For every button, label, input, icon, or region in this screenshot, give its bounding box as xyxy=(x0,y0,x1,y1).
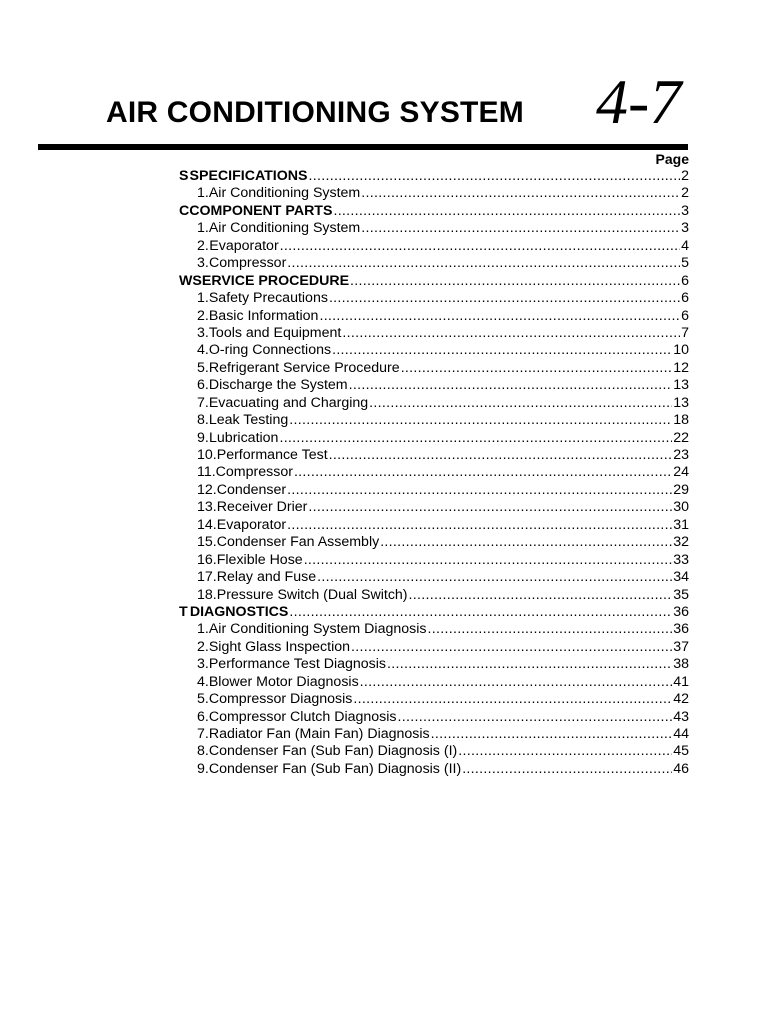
item-number: 2. xyxy=(197,237,209,254)
toc-item-entry[interactable] xyxy=(179,621,689,638)
page-number: 2 xyxy=(681,185,689,202)
toc-item-entry[interactable] xyxy=(179,395,689,412)
dot-leader xyxy=(380,534,672,551)
page-number: 46 xyxy=(673,760,689,777)
section-number: 4-7 xyxy=(596,66,682,137)
dot-leader xyxy=(361,185,680,202)
item-number: 3. xyxy=(197,656,209,673)
dot-leader xyxy=(308,499,672,516)
item-title: Flexible Hose xyxy=(216,551,303,568)
item-number: 9. xyxy=(197,429,209,446)
item-title: Compressor Clutch Diagnosis xyxy=(208,708,397,725)
item-number: 10. xyxy=(197,447,217,463)
toc-item-entry[interactable] xyxy=(179,552,689,569)
dot-leader xyxy=(289,412,672,429)
item-title: Basic Information xyxy=(208,307,319,324)
toc-item-entry[interactable] xyxy=(179,412,689,429)
dot-leader xyxy=(401,360,673,377)
page-number: 35 xyxy=(673,586,689,603)
dot-leader xyxy=(287,517,672,534)
item-title: Evaporator xyxy=(209,237,279,254)
page-number: 36 xyxy=(673,603,689,620)
item-title: Performance Test xyxy=(216,447,328,463)
item-number: 7. xyxy=(197,726,209,742)
dot-leader xyxy=(350,273,680,290)
item-title: Discharge the System xyxy=(208,377,348,394)
toc-item-entry[interactable] xyxy=(179,499,689,516)
table-of-contents xyxy=(179,151,689,778)
page-number: 24 xyxy=(673,464,689,481)
item-title: Evaporator xyxy=(216,516,287,533)
toc-section-entry[interactable] xyxy=(179,604,689,621)
item-number: 13. xyxy=(197,499,217,516)
item-title: Compressor xyxy=(209,255,287,272)
page-number: 45 xyxy=(673,743,689,760)
item-number: 15. xyxy=(197,534,217,551)
item-number: 16. xyxy=(197,551,217,568)
item-title: Refrigerant Service Procedure xyxy=(208,359,400,376)
item-title: Condenser Fan Assembly xyxy=(216,534,380,551)
item-number: 5. xyxy=(197,691,209,708)
section-title: SPECIFICATIONS xyxy=(189,168,308,184)
item-title: Air Conditioning System xyxy=(208,220,361,237)
dot-leader xyxy=(369,395,672,412)
item-number: 6. xyxy=(197,377,209,394)
page-number: 34 xyxy=(673,569,689,586)
dot-leader xyxy=(309,168,681,185)
dot-leader xyxy=(349,377,673,394)
page-number: 44 xyxy=(673,726,689,742)
dot-leader xyxy=(317,569,672,586)
item-title: O-ring Connections xyxy=(208,342,332,359)
toc-item-entry[interactable] xyxy=(179,185,689,202)
toc-item-entry[interactable] xyxy=(179,639,689,656)
item-title: Tools and Equipment xyxy=(208,324,342,341)
item-number: 1. xyxy=(197,290,209,307)
dot-leader xyxy=(458,743,672,760)
item-number: 8. xyxy=(197,743,209,760)
dot-leader xyxy=(289,604,672,621)
page-number: 6 xyxy=(681,307,689,324)
page-number: 43 xyxy=(673,708,689,725)
page-number: 33 xyxy=(673,551,689,568)
item-number: 12. xyxy=(197,481,217,498)
dot-leader xyxy=(353,691,672,708)
toc-item-entry[interactable] xyxy=(179,220,689,237)
toc-section-entry[interactable] xyxy=(179,273,689,290)
section-title: SERVICE PROCEDURE xyxy=(192,272,350,289)
toc-section-entry[interactable] xyxy=(179,203,689,220)
page-number: 23 xyxy=(673,447,689,463)
dot-leader xyxy=(304,552,673,569)
item-title: Lubrication xyxy=(209,429,279,446)
toc-item-entry[interactable] xyxy=(179,691,689,708)
item-title: Compressor Diagnosis xyxy=(208,691,353,708)
toc-item-entry[interactable] xyxy=(179,569,689,586)
dot-leader xyxy=(409,587,673,604)
item-title: Sight Glass Inspection xyxy=(208,638,351,655)
page-number: 37 xyxy=(673,638,689,655)
page-number: 6 xyxy=(681,290,689,307)
item-number: 4. xyxy=(197,673,209,690)
dot-leader xyxy=(462,761,672,778)
toc-item-entry[interactable] xyxy=(179,255,689,272)
item-number: 2. xyxy=(197,307,209,324)
dot-leader xyxy=(329,447,673,464)
item-title: Condenser xyxy=(216,481,287,498)
item-number: 9. xyxy=(197,760,209,777)
page-number: 29 xyxy=(673,481,689,498)
item-title: Condenser Fan (Sub Fan) Diagnosis (II) xyxy=(208,760,462,777)
page-number: 18 xyxy=(673,412,689,429)
dot-leader xyxy=(287,482,672,499)
toc-item-entry[interactable] xyxy=(179,290,689,307)
item-title: Evacuating and Charging xyxy=(208,394,369,411)
item-title: Condenser Fan (Sub Fan) Diagnosis (I) xyxy=(208,743,458,760)
page-number: 41 xyxy=(673,673,689,690)
toc-item-entry[interactable] xyxy=(179,342,689,359)
section-letter: W xyxy=(179,272,193,289)
page-header xyxy=(0,0,768,152)
dot-leader xyxy=(351,639,672,656)
page-number: 6 xyxy=(681,272,689,289)
item-number: 1. xyxy=(197,185,209,202)
item-title: Radiator Fan (Main Fan) Diagnosis xyxy=(208,726,430,742)
page-number: 38 xyxy=(673,656,689,673)
toc-item-entry[interactable] xyxy=(179,709,689,726)
page-number: 22 xyxy=(673,429,689,446)
item-number: 14. xyxy=(197,516,217,533)
page-number: 2 xyxy=(681,168,689,184)
dot-leader xyxy=(294,464,672,481)
item-title: Performance Test Diagnosis xyxy=(208,656,387,673)
dot-leader xyxy=(428,621,673,638)
page-number: 12 xyxy=(673,359,689,376)
section-title: DIAGNOSTICS xyxy=(189,603,289,620)
item-title: Compressor xyxy=(215,464,293,481)
item-number: 11. xyxy=(197,464,216,481)
page-number: 13 xyxy=(673,394,689,411)
toc-item-entry[interactable] xyxy=(179,726,689,743)
toc-item-entry[interactable] xyxy=(179,464,689,481)
dot-leader xyxy=(279,430,672,447)
item-title: Relay and Fuse xyxy=(216,569,317,586)
item-number: 2. xyxy=(197,638,209,655)
page-number: 3 xyxy=(681,202,689,219)
item-number: 1. xyxy=(197,621,209,638)
page-number: 36 xyxy=(673,621,689,638)
item-title: Pressure Switch (Dual Switch) xyxy=(216,586,408,603)
page-number: 30 xyxy=(673,499,689,516)
page-number: 32 xyxy=(673,534,689,551)
item-number: 4. xyxy=(197,342,209,359)
page-number: 10 xyxy=(673,342,689,359)
page-number: 13 xyxy=(673,377,689,394)
dot-leader xyxy=(431,726,673,743)
page-column-heading: Page xyxy=(655,151,689,167)
item-number: 5. xyxy=(197,359,209,376)
page-number: 3 xyxy=(681,220,689,237)
item-number: 7. xyxy=(197,394,209,411)
toc-item-entry[interactable] xyxy=(179,447,689,464)
item-number: 1. xyxy=(197,220,209,237)
dot-leader xyxy=(398,709,673,726)
toc-item-entry[interactable] xyxy=(179,761,689,778)
toc-item-entry[interactable] xyxy=(179,534,689,551)
toc-item-entry[interactable] xyxy=(179,743,689,760)
dot-leader xyxy=(329,290,680,307)
section-letter: S xyxy=(179,168,189,184)
section-title: COMPONENT PARTS xyxy=(189,202,333,219)
dot-leader xyxy=(361,220,680,237)
dot-leader xyxy=(333,203,680,220)
section-letter: T xyxy=(179,603,188,620)
item-title: Air Conditioning System xyxy=(208,185,361,202)
toc-item-entry[interactable] xyxy=(179,656,689,673)
item-number: 3. xyxy=(197,324,209,341)
toc-item-entry[interactable] xyxy=(179,325,689,342)
dot-leader xyxy=(332,342,672,359)
toc-item-entry[interactable] xyxy=(179,517,689,534)
dot-leader xyxy=(342,325,680,342)
page-number: 42 xyxy=(673,691,689,708)
toc-item-entry[interactable] xyxy=(179,587,689,604)
page-number: 4 xyxy=(681,237,689,254)
item-number: 18. xyxy=(197,586,217,603)
item-title: Air Conditioning System Diagnosis xyxy=(208,621,427,638)
page-title: AIR CONDITIONING SYSTEM xyxy=(106,96,524,129)
dot-leader xyxy=(287,255,680,272)
toc-item-entry[interactable] xyxy=(179,482,689,499)
item-number: 3. xyxy=(197,255,209,272)
toc-item-entry[interactable] xyxy=(179,308,689,325)
toc-item-entry[interactable] xyxy=(179,238,689,255)
header-divider xyxy=(38,144,688,150)
section-letter: C xyxy=(179,202,190,219)
dot-leader xyxy=(360,674,673,691)
toc-section-entry[interactable] xyxy=(179,168,689,185)
dot-leader xyxy=(319,308,680,325)
toc-item-entry[interactable] xyxy=(179,377,689,394)
item-number: 17. xyxy=(197,569,217,586)
dot-leader xyxy=(387,656,672,673)
toc-item-entry[interactable] xyxy=(179,430,689,447)
page-number: 31 xyxy=(673,516,689,533)
toc-item-entry[interactable] xyxy=(179,360,689,377)
item-title: Receiver Drier xyxy=(216,499,308,516)
item-title: Safety Precautions xyxy=(208,290,328,307)
toc-item-entry[interactable] xyxy=(179,674,689,691)
item-title: Leak Testing xyxy=(208,412,289,429)
item-title: Blower Motor Diagnosis xyxy=(208,673,359,690)
page-number: 7 xyxy=(681,324,689,341)
item-number: 8. xyxy=(197,412,209,429)
page-number: 5 xyxy=(681,255,689,272)
dot-leader xyxy=(280,238,680,255)
item-number: 6. xyxy=(197,708,209,725)
